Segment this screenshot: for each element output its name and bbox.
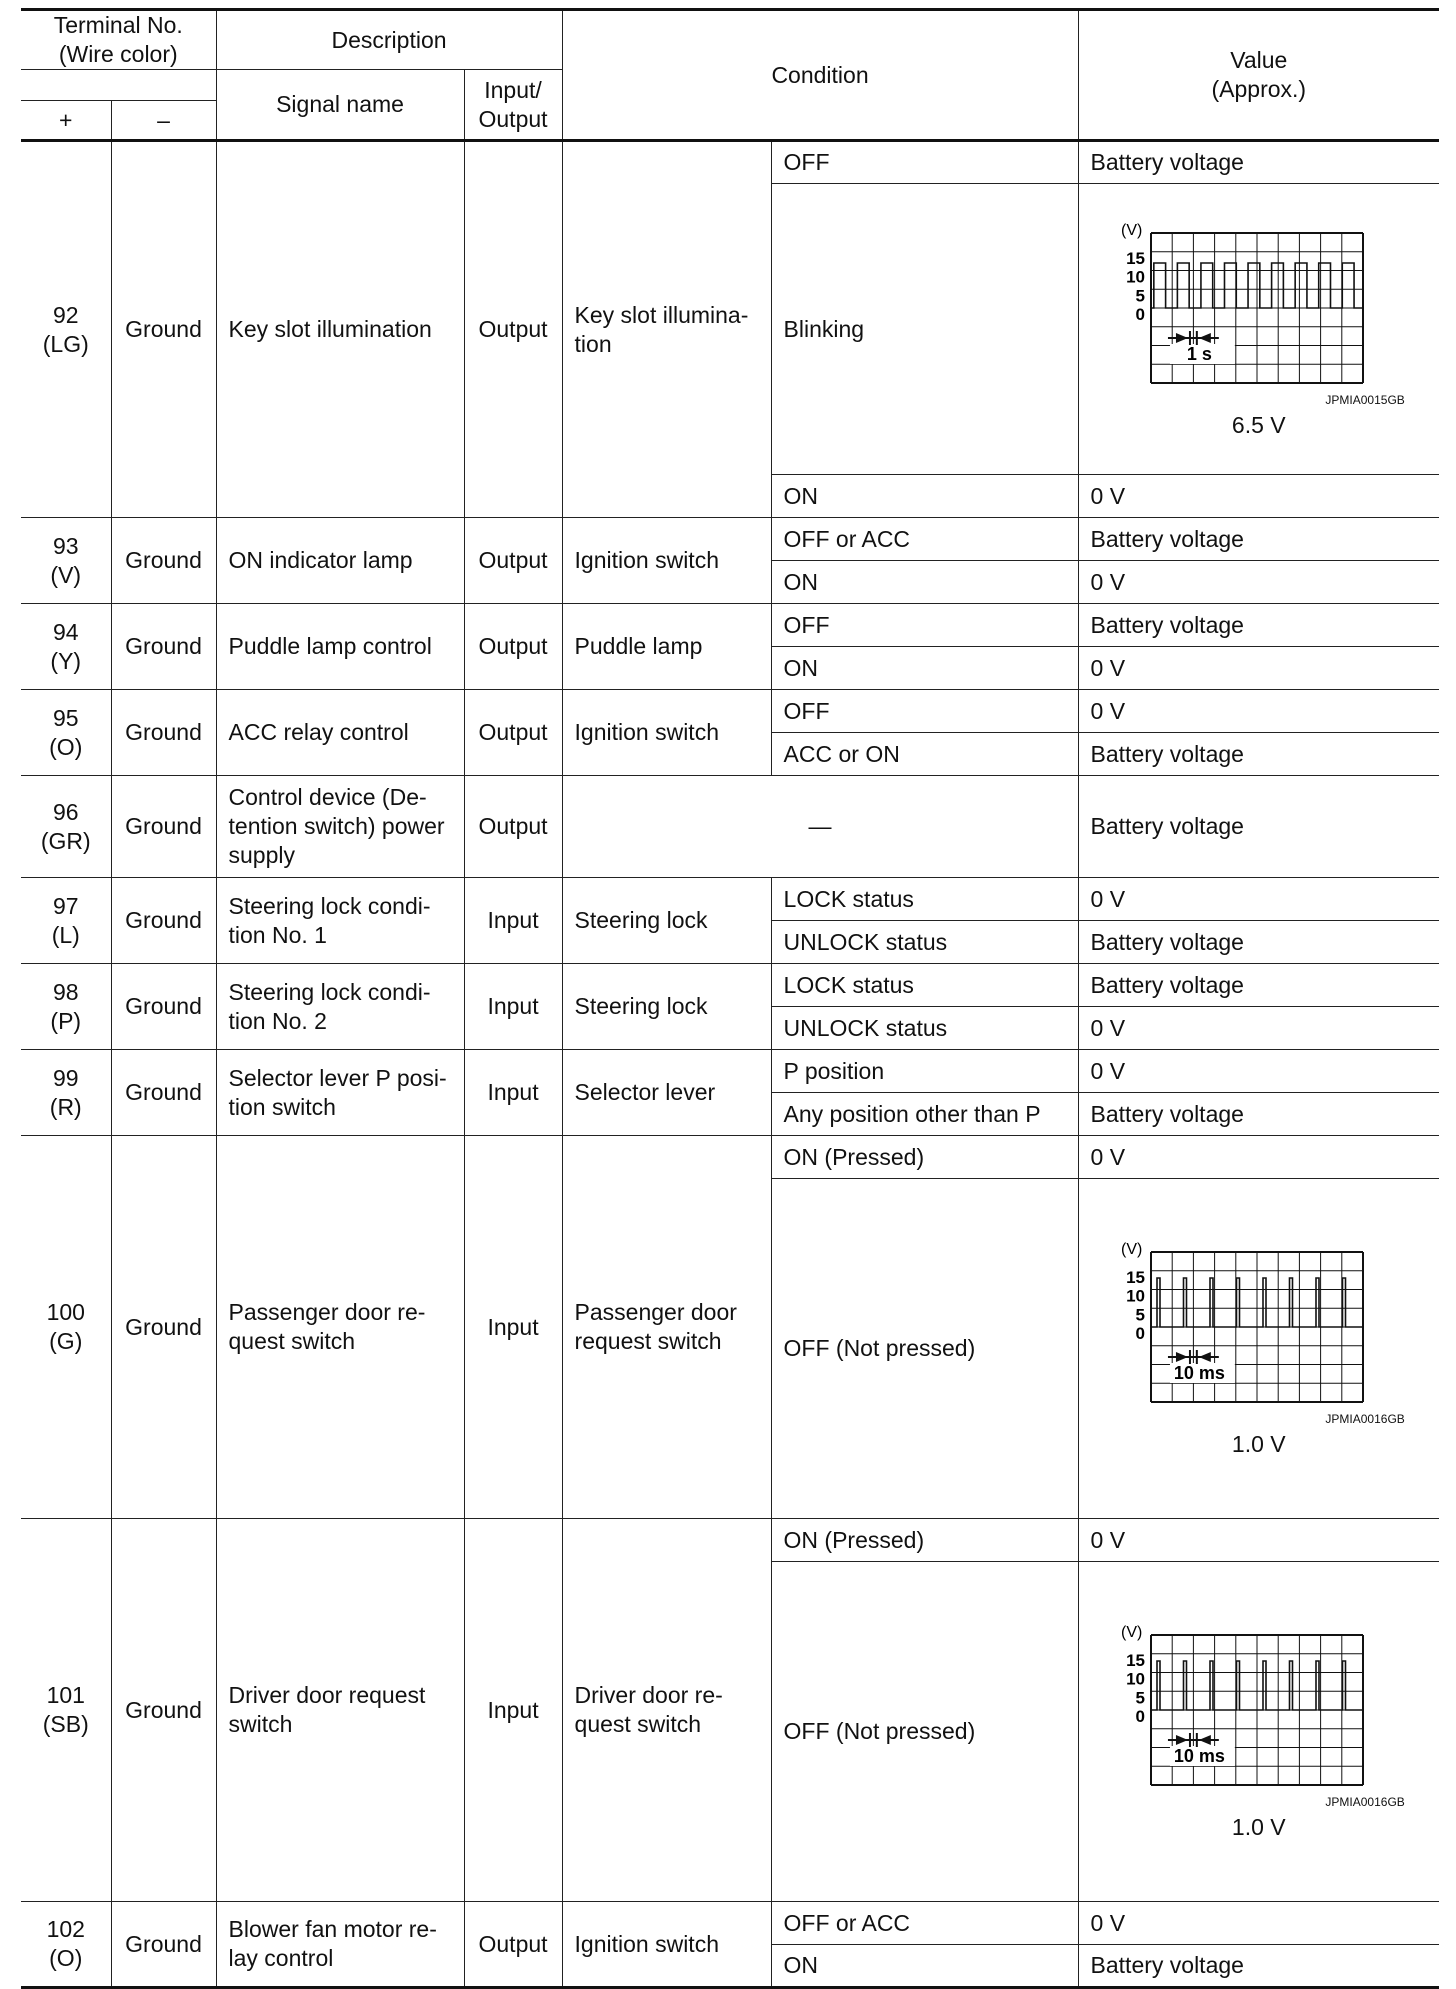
- ground-terminal: Ground: [111, 518, 216, 604]
- time-arrow-left: [1176, 333, 1188, 343]
- header-condition: Condition: [562, 10, 1078, 141]
- time-arrow-right: [1199, 1735, 1211, 1745]
- table-row: [21, 604, 1439, 647]
- condition-state: UNLOCK status: [771, 1007, 1078, 1050]
- ground-terminal: Ground: [111, 964, 216, 1050]
- oscilloscope-icon: [1099, 219, 1419, 391]
- time-scale-label: 10 ms: [1173, 1363, 1225, 1383]
- table-row: [21, 1902, 1439, 1945]
- condition-main: Ignition switch: [562, 518, 771, 604]
- signal-name: Control device (De- tention switch) power supply: [216, 776, 464, 878]
- condition-state: Any position other than P: [771, 1093, 1078, 1136]
- condition-main: —: [562, 776, 1078, 878]
- condition-main: Selector lever: [562, 1050, 771, 1136]
- ground-terminal: Ground: [111, 776, 216, 878]
- y-tick-label: 0: [1135, 304, 1145, 324]
- time-arrow-left: [1176, 1735, 1188, 1745]
- figure-code: JPMIA0016GB: [1325, 1412, 1405, 1426]
- table-body: [21, 141, 1439, 1988]
- input-output: Input: [464, 1519, 562, 1902]
- terminal-number: 94 (Y): [21, 604, 111, 690]
- table-row: [21, 776, 1439, 878]
- terminal-table-page: [21, 8, 1439, 1989]
- ground-terminal: Ground: [111, 878, 216, 964]
- ground-terminal: Ground: [111, 141, 216, 518]
- value-text: 0 V: [1078, 647, 1439, 690]
- input-output: Output: [464, 604, 562, 690]
- value-text: 0 V: [1078, 475, 1439, 518]
- ground-terminal: Ground: [111, 1902, 216, 1988]
- ground-terminal: Ground: [111, 1519, 216, 1902]
- condition-state: OFF (Not pressed): [771, 1562, 1078, 1902]
- table-row: [21, 518, 1439, 561]
- signal-name: Steering lock condi- tion No. 1: [216, 878, 464, 964]
- oscilloscope-icon: [1099, 1238, 1419, 1410]
- condition-state: ON (Pressed): [771, 1136, 1078, 1179]
- ground-terminal: Ground: [111, 1050, 216, 1136]
- terminal-number: 96 (GR): [21, 776, 111, 878]
- value-text: 0 V: [1078, 1902, 1439, 1945]
- condition-state: LOCK status: [771, 878, 1078, 921]
- input-output: Output: [464, 690, 562, 776]
- signal-name: Driver door request switch: [216, 1519, 464, 1902]
- time-arrow-right: [1199, 1352, 1211, 1362]
- time-scale-label: 1 s: [1186, 343, 1212, 364]
- condition-main: Ignition switch: [562, 1902, 771, 1988]
- condition-state: OFF: [771, 141, 1078, 184]
- ground-terminal: Ground: [111, 604, 216, 690]
- waveform-approx-value: 1.0 V: [1231, 1814, 1286, 1840]
- y-tick-label: 10: [1125, 1286, 1145, 1306]
- condition-state: OFF or ACC: [771, 1902, 1078, 1945]
- terminal-number: 100 (G): [21, 1136, 111, 1519]
- waveform-chart: [1099, 1238, 1419, 1459]
- waveform-approx-value: 6.5 V: [1231, 411, 1286, 438]
- time-arrow-left: [1176, 1352, 1188, 1362]
- terminal-number: 98 (P): [21, 964, 111, 1050]
- y-tick-label: 10: [1125, 1669, 1145, 1689]
- time-scale-label: 10 ms: [1173, 1746, 1225, 1766]
- header-terminal: Terminal No. (Wire color): [21, 10, 216, 70]
- value-text: Battery voltage: [1078, 921, 1439, 964]
- y-unit-label: (V): [1120, 221, 1143, 239]
- header-value: Value (Approx.): [1078, 10, 1439, 141]
- value-text: Battery voltage: [1078, 964, 1439, 1007]
- signal-name: Selector lever P posi- tion switch: [216, 1050, 464, 1136]
- input-output: Input: [464, 964, 562, 1050]
- table-row: [21, 141, 1439, 184]
- terminal-number: 102 (O): [21, 1902, 111, 1988]
- terminal-table: [21, 8, 1439, 1989]
- input-output: Output: [464, 518, 562, 604]
- condition-state: ON: [771, 647, 1078, 690]
- header-description: Description: [216, 10, 562, 70]
- time-arrow-right: [1199, 333, 1211, 343]
- condition-state: Blinking: [771, 184, 1078, 475]
- table-row: [21, 964, 1439, 1007]
- value-text: 0 V: [1078, 1136, 1439, 1179]
- value-text: Battery voltage: [1078, 604, 1439, 647]
- condition-main: Ignition switch: [562, 690, 771, 776]
- condition-state: OFF or ACC: [771, 518, 1078, 561]
- condition-state: ON: [771, 561, 1078, 604]
- value-text: 0 V: [1078, 1050, 1439, 1093]
- signal-name: Blower fan motor re- lay control: [216, 1902, 464, 1988]
- condition-state: OFF: [771, 604, 1078, 647]
- input-output: Output: [464, 141, 562, 518]
- value-text: 0 V: [1078, 561, 1439, 604]
- y-unit-label: (V): [1120, 1241, 1143, 1258]
- value-text: Battery voltage: [1078, 776, 1439, 878]
- terminal-number: 95 (O): [21, 690, 111, 776]
- y-unit-label: (V): [1120, 1624, 1143, 1641]
- waveform-chart: [1099, 219, 1419, 440]
- y-tick-label: 15: [1125, 1267, 1145, 1287]
- signal-name: ON indicator lamp: [216, 518, 464, 604]
- terminal-number: 101 (SB): [21, 1519, 111, 1902]
- header-io: Input/ Output: [464, 70, 562, 141]
- y-tick-label: 15: [1125, 1650, 1145, 1670]
- y-tick-label: 5: [1135, 1688, 1145, 1708]
- condition-main: Driver door re- quest switch: [562, 1519, 771, 1902]
- condition-state: ON: [771, 1945, 1078, 1988]
- condition-main: Steering lock: [562, 964, 771, 1050]
- input-output: Input: [464, 1136, 562, 1519]
- signal-name: ACC relay control: [216, 690, 464, 776]
- terminal-number: 93 (V): [21, 518, 111, 604]
- input-output: Input: [464, 878, 562, 964]
- condition-state: ACC or ON: [771, 733, 1078, 776]
- value-text: 0 V: [1078, 690, 1439, 733]
- waveform-value: [1078, 1562, 1439, 1902]
- terminal-number: 97 (L): [21, 878, 111, 964]
- value-text: 0 V: [1078, 1007, 1439, 1050]
- condition-state: UNLOCK status: [771, 921, 1078, 964]
- y-tick-label: 10: [1125, 267, 1145, 286]
- table-row: [21, 1136, 1439, 1179]
- signal-name: Puddle lamp control: [216, 604, 464, 690]
- table-row: [21, 1519, 1439, 1562]
- condition-main: Puddle lamp: [562, 604, 771, 690]
- condition-main: Key slot illumina- tion: [562, 141, 771, 518]
- y-tick-label: 0: [1135, 1324, 1145, 1343]
- header-plus: +: [21, 101, 111, 141]
- waveform-approx-value: 1.0 V: [1231, 1431, 1286, 1457]
- waveform-value: [1078, 1179, 1439, 1519]
- signal-name: Steering lock condi- tion No. 2: [216, 964, 464, 1050]
- condition-state: LOCK status: [771, 964, 1078, 1007]
- figure-code: JPMIA0015GB: [1325, 392, 1405, 407]
- condition-state: ON: [771, 475, 1078, 518]
- header-minus: –: [111, 101, 216, 141]
- input-output: Input: [464, 1050, 562, 1136]
- signal-name: Passenger door re- quest switch: [216, 1136, 464, 1519]
- value-text: 0 V: [1078, 878, 1439, 921]
- value-text: Battery voltage: [1078, 1093, 1439, 1136]
- y-tick-label: 0: [1135, 1707, 1145, 1726]
- condition-main: Passenger door request switch: [562, 1136, 771, 1519]
- terminal-number: 99 (R): [21, 1050, 111, 1136]
- signal-name: Key slot illumination: [216, 141, 464, 518]
- header-signal-name: Signal name: [216, 70, 464, 141]
- terminal-number: 92 (LG): [21, 141, 111, 518]
- ground-terminal: Ground: [111, 1136, 216, 1519]
- condition-state: P position: [771, 1050, 1078, 1093]
- condition-state: OFF: [771, 690, 1078, 733]
- value-text: Battery voltage: [1078, 141, 1439, 184]
- table-row: [21, 1050, 1439, 1093]
- y-tick-label: 5: [1135, 1305, 1145, 1325]
- value-text: Battery voltage: [1078, 733, 1439, 776]
- header-terminal-spacer: [21, 70, 216, 101]
- y-tick-label: 15: [1125, 248, 1145, 268]
- table-row: [21, 690, 1439, 733]
- figure-code: JPMIA0016GB: [1325, 1795, 1405, 1809]
- input-output: Output: [464, 1902, 562, 1988]
- input-output: Output: [464, 776, 562, 878]
- y-tick-label: 5: [1135, 285, 1145, 305]
- waveform-chart: [1099, 1621, 1419, 1842]
- ground-terminal: Ground: [111, 690, 216, 776]
- value-text: Battery voltage: [1078, 518, 1439, 561]
- condition-state: OFF (Not pressed): [771, 1179, 1078, 1519]
- condition-main: Steering lock: [562, 878, 771, 964]
- condition-state: ON (Pressed): [771, 1519, 1078, 1562]
- waveform-value: [1078, 184, 1439, 475]
- value-text: Battery voltage: [1078, 1945, 1439, 1988]
- table-row: [21, 878, 1439, 921]
- value-text: 0 V: [1078, 1519, 1439, 1562]
- oscilloscope-icon: [1099, 1621, 1419, 1793]
